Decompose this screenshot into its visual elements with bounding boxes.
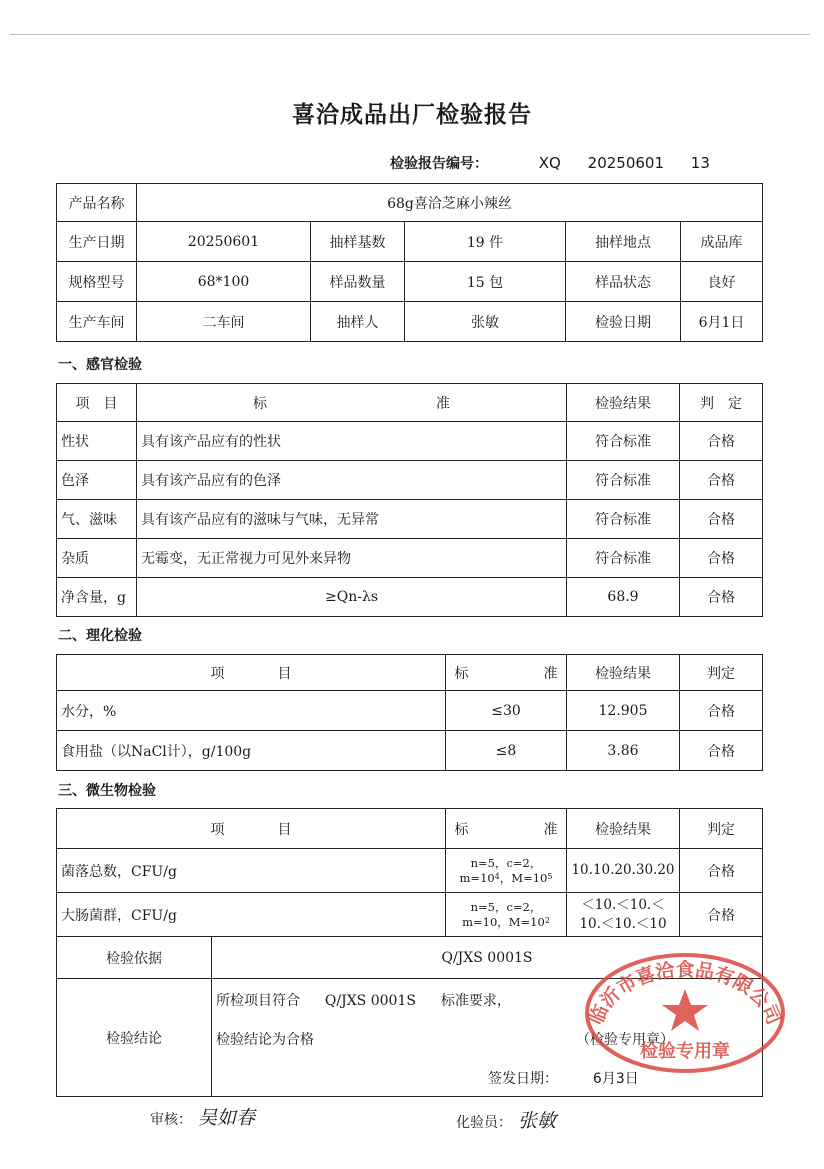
- table-row: [57, 578, 763, 617]
- sample-qty-value: 15 包: [405, 262, 566, 302]
- micro-standard-sep: ，M=10: [499, 870, 548, 885]
- sensory-result: 符合标准: [567, 539, 680, 578]
- table-row: [57, 422, 763, 461]
- physchem-col-standard-b: 准: [543, 665, 558, 682]
- physchem-item: 食用盐（以NaCl计），g/100g: [57, 731, 446, 771]
- micro-header-row: [57, 809, 763, 849]
- sensory-result: 符合标准: [567, 461, 680, 500]
- sensory-result: 68.9: [567, 578, 680, 617]
- spec-value: 68*100: [137, 262, 311, 302]
- table-row: [57, 500, 763, 539]
- physchem-table: [56, 654, 763, 771]
- physchem-col-standard-a: 标: [454, 665, 469, 682]
- physchem-judge: 合格: [680, 731, 763, 771]
- prod-date-label: 生产日期: [57, 222, 137, 262]
- micro-col-judge: 判定: [680, 809, 763, 849]
- physchem-col-item-b: 目: [277, 665, 292, 682]
- prod-date-value: 20250601: [137, 222, 311, 262]
- basis-row: [57, 937, 763, 979]
- table-row: [57, 731, 763, 771]
- seal-ring-text: 临沂市喜洽食品有限公司: [585, 958, 785, 1028]
- report-number-label: 检验报告编号：: [390, 156, 488, 172]
- sensory-col-standard-a: 标: [253, 395, 268, 412]
- sensory-judge: 合格: [680, 422, 763, 461]
- sign-date-value: 6月3日: [592, 1071, 639, 1087]
- micro-heading: 三、微生物检验: [58, 783, 156, 799]
- micro-standard-line2: [446, 871, 566, 886]
- micro-standard-M-exp: 5: [547, 871, 553, 881]
- sample-place-value: 成品库: [681, 222, 763, 262]
- sensory-item: 性状: [57, 422, 137, 461]
- physchem-result: 3.86: [567, 731, 680, 771]
- micro-item: 大肠菌群，CFU/g: [57, 893, 446, 937]
- sensory-header-row: [57, 384, 763, 422]
- spec-label: 规格型号: [57, 262, 137, 302]
- physchem-item: 水分，%: [57, 691, 446, 731]
- sample-state-value: 良好: [681, 262, 763, 302]
- micro-table: [56, 808, 763, 1097]
- conclusion-line1: [216, 990, 511, 1010]
- sensory-table: [56, 383, 763, 617]
- report-number-prefix: XQ: [538, 154, 561, 172]
- micro-standard-m: m=10，M=10: [462, 914, 545, 929]
- micro-result-line1: 10.10.20.30.20: [571, 862, 675, 878]
- physchem-col-standard: [446, 655, 567, 691]
- micro-result: [567, 893, 680, 937]
- inspector-label: 化验员：: [456, 1115, 512, 1131]
- micro-col-item-b: 目: [277, 821, 292, 838]
- physchem-header-row: [57, 655, 763, 691]
- seal-center-text: 检验专用章: [640, 1041, 730, 1062]
- reviewer-name: 吴如春: [198, 1107, 256, 1129]
- conclusion-line2: 检验结论为合格: [216, 1032, 314, 1048]
- sensory-standard: 具有该产品应有的滋味与气味，无异常: [137, 500, 567, 539]
- sensory-col-result: 检验结果: [567, 384, 680, 422]
- sensory-item: 杂质: [57, 539, 137, 578]
- physchem-judge: 合格: [680, 691, 763, 731]
- table-row: [57, 893, 763, 937]
- micro-standard-line2: [446, 915, 566, 930]
- physchem-heading: 二、理化检验: [58, 628, 142, 644]
- sign-date: [488, 1068, 639, 1088]
- micro-col-standard: [446, 809, 567, 849]
- physchem-standard: ≤8: [446, 731, 567, 771]
- sampler-value: 张敏: [405, 302, 566, 342]
- sample-state-label: 样品状态: [566, 262, 681, 302]
- sensory-standard: 具有该产品应有的色泽: [137, 461, 567, 500]
- product-name-value: 68g喜洽芝麻小辣丝: [137, 184, 763, 222]
- sensory-col-item: 项 目: [57, 384, 137, 422]
- sensory-result: 符合标准: [567, 500, 680, 539]
- micro-col-standard-b: 准: [543, 821, 558, 838]
- physchem-col-item: [57, 655, 446, 691]
- seal-note: （检验专用章）: [576, 1032, 674, 1048]
- sensory-standard: 具有该产品应有的性状: [137, 422, 567, 461]
- micro-item: 菌落总数，CFU/g: [57, 849, 446, 893]
- sensory-heading: 一、感官检验: [58, 357, 142, 373]
- basis-label: 检验依据: [57, 937, 212, 979]
- top-rule: [10, 34, 810, 35]
- physchem-result: 12.905: [567, 691, 680, 731]
- micro-standard-line1: n=5，c=2，: [470, 899, 542, 914]
- micro-standard: [446, 893, 567, 937]
- sensory-col-standard-b: 准: [435, 395, 450, 412]
- micro-col-item-a: 项: [210, 821, 225, 838]
- micro-result: [567, 849, 680, 893]
- sensory-judge: 合格: [680, 539, 763, 578]
- report-title: 喜洽成品出厂检验报告: [292, 102, 532, 128]
- sensory-item: 色泽: [57, 461, 137, 500]
- sampler-label: 抽样人: [311, 302, 405, 342]
- report-number-seq: 13: [690, 154, 710, 172]
- sensory-col-standard: [137, 384, 567, 422]
- physchem-standard: ≤30: [446, 691, 567, 731]
- micro-col-standard-a: 标: [454, 821, 469, 838]
- reviewer-label: 审核：: [150, 1112, 192, 1128]
- sensory-judge: 合格: [680, 578, 763, 617]
- sample-base-value: 19 件: [405, 222, 566, 262]
- reviewer-signature: [150, 1103, 255, 1130]
- sensory-item: 净含量，g: [57, 578, 137, 617]
- inspect-date-value: 6月1日: [681, 302, 763, 342]
- table-row: [57, 461, 763, 500]
- inspector-name: 张敏: [518, 1110, 557, 1132]
- micro-standard-m: m=10: [459, 870, 495, 885]
- sensory-standard: 无霉变，无正常视力可见外来异物: [137, 539, 567, 578]
- sensory-judge: 合格: [680, 461, 763, 500]
- sensory-col-judge: 判 定: [680, 384, 763, 422]
- product-info-table: [56, 183, 763, 342]
- conclusion-line1-c: 标准要求，: [440, 993, 511, 1009]
- micro-col-item: [57, 809, 446, 849]
- micro-standard-m-exp: 4: [494, 871, 500, 881]
- conclusion-label: 检验结论: [57, 979, 212, 1097]
- conclusion-line1-a: 所检项目符合: [216, 993, 300, 1009]
- sample-qty-label: 样品数量: [311, 262, 405, 302]
- workshop-label: 生产车间: [57, 302, 137, 342]
- sensory-standard: ≥Qn-λs: [137, 578, 567, 617]
- sign-date-label: 签发日期：: [488, 1071, 558, 1087]
- report-number: [390, 153, 710, 173]
- physchem-col-judge: 判定: [680, 655, 763, 691]
- micro-judge: 合格: [680, 849, 763, 893]
- conclusion-line1-b: Q/JXS 0001S: [324, 993, 416, 1009]
- inspector-signature: [456, 1106, 556, 1133]
- table-row: [57, 539, 763, 578]
- basis-value: Q/JXS 0001S: [212, 937, 763, 979]
- table-row: [57, 849, 763, 893]
- workshop-value: 二车间: [137, 302, 311, 342]
- micro-standard-line1: n=5，c=2，: [470, 855, 542, 870]
- micro-result-line1: ＜10.＜10.＜: [581, 896, 665, 913]
- sensory-result: 符合标准: [567, 422, 680, 461]
- sample-place-label: 抽样地点: [566, 222, 681, 262]
- micro-judge: 合格: [680, 893, 763, 937]
- micro-result-line2: 10.＜10.＜10: [579, 915, 667, 932]
- table-row: [57, 691, 763, 731]
- physchem-col-item-a: 项: [210, 665, 225, 682]
- sample-base-label: 抽样基数: [311, 222, 405, 262]
- inspect-date-label: 检验日期: [566, 302, 681, 342]
- micro-standard: [446, 849, 567, 893]
- micro-standard-M-exp: 2: [544, 915, 550, 925]
- micro-col-result: 检验结果: [567, 809, 680, 849]
- report-number-date: 20250601: [587, 154, 665, 172]
- physchem-col-result: 检验结果: [567, 655, 680, 691]
- product-name-label: 产品名称: [57, 184, 137, 222]
- sensory-judge: 合格: [680, 500, 763, 539]
- sensory-item: 气、滋味: [57, 500, 137, 539]
